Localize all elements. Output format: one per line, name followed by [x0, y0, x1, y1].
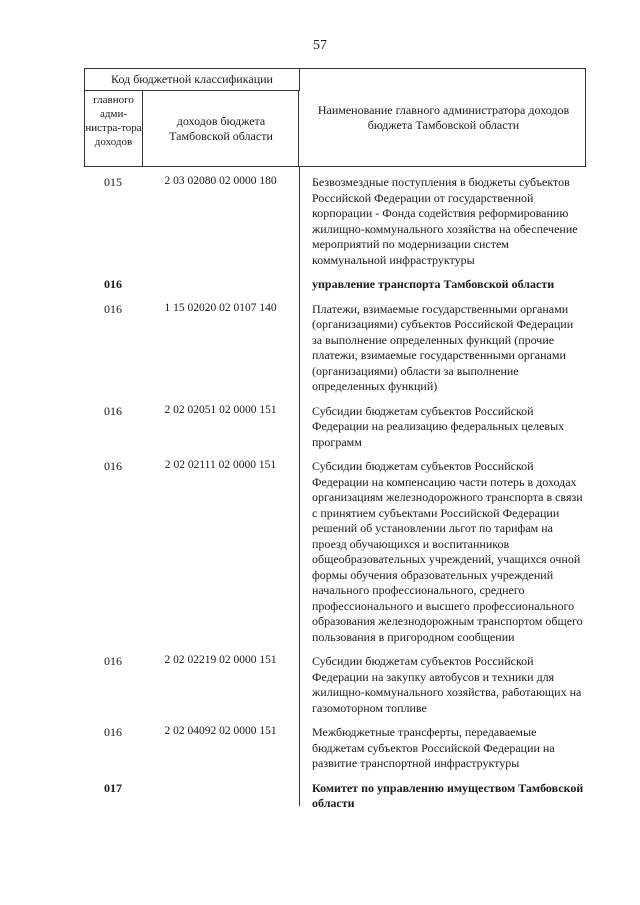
admin-code-cell: 016 [104, 277, 122, 291]
admin-code-cell: 016 [104, 403, 122, 418]
admin-code-cell: 015 [104, 175, 122, 189]
admin-code-cell: 017 [104, 780, 122, 795]
admin-code-cell: 016 [104, 459, 122, 473]
table-row [84, 725, 586, 772]
table-row [84, 277, 586, 293]
table-row [84, 404, 586, 451]
admin-code-cell: 016 [104, 301, 122, 316]
table-header [84, 68, 586, 167]
section-title-cell: управление транспорта Тамбовской области [312, 277, 555, 291]
revenue-code-cell: 2 02 02219 02 0000 151 [164, 654, 277, 666]
name-cell: Субсидии бюджетам субъектов Российской Федерации на реализацию федеральных целевых программ [312, 403, 565, 449]
name-cell: Субсидии бюджетам субъектов Российской Федерации на закупку автобусов и техники для жилищно-коммунального хозяйства, работающих на газомоторном топливе [312, 654, 582, 715]
table-row [84, 459, 586, 645]
name-cell: Субсидии бюджетам субъектов Российской Федерации на компенсацию части потерь в доходах организациям железнодорожного транспорта в связи с принятием субъектами Российской Федерации решений об установлении льгот по тарифам на проезд обучающихся и воспитанников общеобразовательных учреждений, учащихся очной формы обучения образовательных учреждений начального профессионального, среднего профессионального и высшего профессионального образования железнодорожным транспортом общего пользования в пригородном сообщении [312, 459, 583, 644]
name-cell: Безвозмездные поступления в бюджеты субъектов Российской Федерации от государственной корпорации - Фонда содействия реформированию жилищно-коммунального хозяйства на обеспечение мероприятий по модернизации систем коммунальной инфраструктуры [312, 175, 578, 267]
revenue-code-cell: 2 02 02051 02 0000 151 [164, 403, 277, 416]
admin-code-cell: 016 [104, 725, 122, 739]
header-chief-administrator: главного адми-нистра-тора доходов [85, 91, 143, 166]
table-body [84, 167, 586, 812]
page-number: 57 [313, 38, 327, 53]
header-revenue-code: доходов бюджета Тамбовской области [144, 91, 299, 166]
budget-classification-table [84, 68, 586, 821]
table-row [84, 654, 586, 716]
revenue-code-cell: 2 02 02111 02 0000 151 [164, 459, 277, 471]
table-row [84, 175, 586, 268]
header-administrator-name: Наименование главного администратора доходов бюджета Тамбовской области [317, 102, 570, 132]
name-cell: Платежи, взимаемые государственными органами (организациями) субъектов Российской Федерации за выполнение определенных функций (прочие платежи, взимаемые государственными органами (организациями) области за выполнение определенных функций) [312, 301, 574, 393]
admin-code-cell: 016 [104, 654, 122, 668]
revenue-code-cell: 1 15 02020 02 0107 140 [164, 301, 277, 314]
revenue-code-cell: 2 03 02080 02 0000 180 [164, 175, 277, 187]
table-row [84, 302, 586, 395]
header-budget-classification-code: Код бюджетной классификации [85, 69, 300, 91]
revenue-code-cell: 2 02 04092 02 0000 151 [164, 725, 277, 737]
section-title-cell: Комитет по управлению имуществом Тамбовской области [312, 780, 584, 810]
name-cell: Межбюджетные трансферты, передаваемые бюджетам субъектов Российской Федерации на развитие транспортной инфраструктуры [312, 725, 555, 770]
table-row [84, 781, 586, 812]
